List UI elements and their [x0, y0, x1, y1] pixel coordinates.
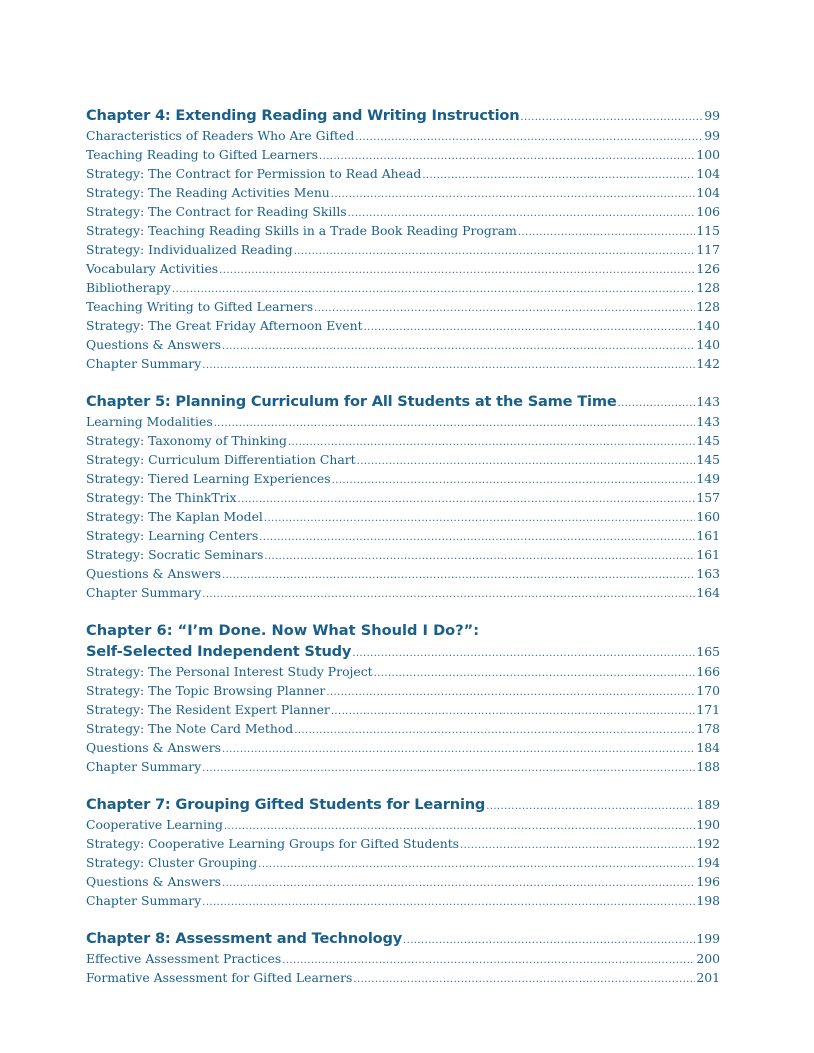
chapter-6-section: [86, 620, 720, 776]
page-number: 188: [696, 759, 720, 774]
page-number: 104: [696, 185, 720, 200]
page-number: 157: [696, 490, 720, 505]
page-number: 126: [696, 261, 720, 276]
toc-entry[interactable]: [86, 564, 720, 583]
entry-title: Strategy: The Contract for Reading Skills: [86, 204, 347, 219]
page-number: 106: [696, 204, 720, 219]
dot-leader: [202, 893, 695, 912]
page-number: 164: [696, 585, 720, 600]
entry-title: Strategy: Socratic Seminars: [86, 547, 264, 562]
toc-entry[interactable]: [86, 545, 720, 564]
chapter-heading[interactable]: [86, 105, 720, 126]
entry-title: Strategy: Cluster Grouping: [86, 855, 258, 870]
entry-title: Strategy: Curriculum Differentiation Chart: [86, 452, 356, 467]
entry-title: Questions & Answers: [86, 874, 221, 889]
chapter-title: Chapter 4: Extending Reading and Writing Instruction: [86, 107, 520, 124]
dot-leader: [618, 393, 696, 414]
dot-leader: [422, 166, 695, 185]
dot-leader: [374, 664, 696, 683]
dot-leader: [364, 318, 696, 337]
dot-leader: [357, 452, 696, 471]
entry-title: Strategy: The Resident Expert Planner: [86, 702, 330, 717]
entry-title: Strategy: The Personal Interest Study Project: [86, 664, 373, 679]
dot-leader: [264, 509, 695, 528]
chapter-heading[interactable]: [86, 391, 720, 412]
entry-title: Questions & Answers: [86, 337, 221, 352]
dot-leader: [202, 356, 695, 375]
entry-title: Strategy: Teaching Reading Skills in a Trade Book Reading Program: [86, 223, 517, 238]
toc-entry[interactable]: [86, 700, 720, 719]
page-number: 192: [696, 836, 720, 851]
toc-entry[interactable]: [86, 526, 720, 545]
dot-leader: [238, 490, 696, 509]
dot-leader: [326, 683, 695, 702]
chapter-4-section: [86, 105, 720, 373]
entry-title: Strategy: The ThinkTrix: [86, 490, 237, 505]
page-number: 171: [696, 702, 720, 717]
page-number: 100: [696, 147, 720, 162]
page-number: 145: [696, 433, 720, 448]
entry-title: Bibliotherapy: [86, 280, 171, 295]
entry-title: Chapter Summary: [86, 356, 202, 371]
page-number: 189: [696, 797, 720, 812]
dot-leader: [314, 299, 695, 318]
page-number: 145: [696, 452, 720, 467]
entry-title: Strategy: Individualized Reading: [86, 242, 293, 257]
toc-entry[interactable]: [86, 431, 720, 450]
chapter-title: Self-Selected Independent Study: [86, 643, 352, 660]
toc-entry[interactable]: [86, 316, 720, 335]
page-number: 143: [696, 394, 720, 409]
dot-leader: [222, 337, 695, 356]
toc-entry[interactable]: [86, 507, 720, 526]
dot-leader: [222, 740, 695, 759]
entry-title: Questions & Answers: [86, 740, 221, 755]
page-number: 99: [704, 108, 720, 123]
toc-entry[interactable]: [86, 278, 720, 297]
toc-entry[interactable]: [86, 949, 720, 968]
entry-title: Questions & Answers: [86, 566, 221, 581]
dot-leader: [460, 836, 695, 855]
page-number: 184: [696, 740, 720, 755]
chapter-5-section: [86, 391, 720, 602]
entry-title: Cooperative Learning: [86, 817, 223, 832]
page-number: 194: [696, 855, 720, 870]
page-number: 104: [696, 166, 720, 181]
chapter-heading[interactable]: [86, 928, 720, 949]
chapter-heading[interactable]: [86, 641, 720, 662]
chapter-title: Chapter 5: Planning Curriculum for All Students at the Same Time: [86, 393, 617, 410]
toc-entry[interactable]: [86, 202, 720, 221]
page-number: 201: [696, 970, 720, 985]
page-number: 143: [696, 414, 720, 429]
dot-leader: [518, 223, 696, 242]
chapter-title: Chapter 8: Assessment and Technology: [86, 930, 403, 947]
chapter-title-line-1[interactable]: Chapter 6: “I’m Done. Now What Should I Do?”:: [86, 622, 480, 639]
page-number: 178: [696, 721, 720, 736]
toc-entry[interactable]: [86, 738, 720, 757]
page-number: 160: [696, 509, 720, 524]
dot-leader: [486, 796, 695, 817]
dot-leader: [331, 185, 696, 204]
dot-leader: [331, 702, 696, 721]
toc-entry[interactable]: [86, 815, 720, 834]
dot-leader: [352, 643, 695, 664]
toc-entry[interactable]: [86, 259, 720, 278]
entry-title: Strategy: The Note Card Method: [86, 721, 294, 736]
table-of-contents: [86, 105, 720, 1005]
toc-entry[interactable]: [86, 354, 720, 373]
page-number: 170: [696, 683, 720, 698]
toc-entry[interactable]: [86, 662, 720, 681]
chapter-8-section: [86, 928, 720, 987]
dot-leader: [403, 930, 695, 951]
dot-leader: [202, 759, 695, 778]
entry-title: Chapter Summary: [86, 759, 202, 774]
page-number: 161: [696, 547, 720, 562]
page-number: 161: [696, 528, 720, 543]
toc-entry[interactable]: [86, 469, 720, 488]
entry-title: Strategy: Cooperative Learning Groups for Gifted Students: [86, 836, 460, 851]
entry-title: Strategy: The Contract for Permission to Read Ahead: [86, 166, 422, 181]
dot-leader: [332, 471, 696, 490]
page-number: 198: [696, 893, 720, 908]
entry-title: Strategy: Tiered Learning Experiences: [86, 471, 331, 486]
page-number: 166: [696, 664, 720, 679]
page-number: 115: [696, 223, 720, 238]
chapter-heading[interactable]: [86, 794, 720, 815]
page-number: 163: [696, 566, 720, 581]
toc-entry[interactable]: [86, 145, 720, 164]
toc-entry[interactable]: [86, 583, 720, 602]
entry-title: Strategy: The Great Friday Afternoon Event: [86, 318, 363, 333]
dot-leader: [264, 547, 695, 566]
entry-title: Strategy: The Kaplan Model: [86, 509, 263, 524]
entry-title: Formative Assessment for Gifted Learners: [86, 970, 353, 985]
dot-leader: [294, 242, 696, 261]
page-number: 199: [696, 931, 720, 946]
page-number: 142: [696, 356, 720, 371]
entry-title: Effective Assessment Practices: [86, 951, 282, 966]
page-number: 200: [696, 951, 720, 966]
toc-entry[interactable]: [86, 183, 720, 202]
page-number: 140: [696, 337, 720, 352]
entry-title: Strategy: The Reading Activities Menu: [86, 185, 330, 200]
dot-leader: [222, 566, 695, 585]
toc-entry[interactable]: [86, 221, 720, 240]
dot-leader: [259, 528, 695, 547]
entry-title: Strategy: Taxonomy of Thinking: [86, 433, 287, 448]
page-number: 196: [696, 874, 720, 889]
toc-entry[interactable]: [86, 412, 720, 431]
toc-entry[interactable]: [86, 488, 720, 507]
dot-leader: [294, 721, 695, 740]
page-number: 128: [696, 299, 720, 314]
entry-title: Vocabulary Activities: [86, 261, 219, 276]
entry-title: Strategy: The Topic Browsing Planner: [86, 683, 326, 698]
entry-title: Chapter Summary: [86, 893, 202, 908]
toc-entry[interactable]: [86, 164, 720, 183]
page-number: 128: [696, 280, 720, 295]
entry-title: Teaching Writing to Gifted Learners: [86, 299, 314, 314]
entry-title: Learning Modalities: [86, 414, 213, 429]
toc-entry[interactable]: [86, 450, 720, 469]
dot-leader: [355, 128, 703, 147]
chapter-7-section: [86, 794, 720, 910]
toc-entry[interactable]: [86, 834, 720, 853]
toc-entry[interactable]: [86, 240, 720, 259]
dot-leader: [520, 107, 703, 128]
toc-entry[interactable]: [86, 891, 720, 910]
page-number: 117: [696, 242, 720, 257]
toc-entry[interactable]: [86, 968, 720, 987]
toc-entry[interactable]: [86, 297, 720, 316]
entry-title: Chapter Summary: [86, 585, 202, 600]
toc-entry[interactable]: [86, 126, 720, 145]
toc-entry[interactable]: [86, 853, 720, 872]
toc-entry[interactable]: [86, 719, 720, 738]
entry-title: Strategy: Learning Centers: [86, 528, 259, 543]
toc-entry[interactable]: [86, 335, 720, 354]
page-number: 149: [696, 471, 720, 486]
page-number: 140: [696, 318, 720, 333]
dot-leader: [353, 970, 695, 989]
toc-entry[interactable]: [86, 757, 720, 776]
page-number: 190: [696, 817, 720, 832]
dot-leader: [219, 261, 695, 280]
dot-leader: [258, 855, 695, 874]
entry-title: Characteristics of Readers Who Are Gifted: [86, 128, 355, 143]
dot-leader: [202, 585, 695, 604]
entry-title: Teaching Reading to Gifted Learners: [86, 147, 319, 162]
chapter-title: Chapter 7: Grouping Gifted Students for Learning: [86, 796, 486, 813]
page-number: 99: [704, 128, 720, 143]
dot-leader: [222, 874, 695, 893]
page-number: 165: [696, 644, 720, 659]
toc-entry[interactable]: [86, 872, 720, 891]
toc-entry[interactable]: [86, 681, 720, 700]
